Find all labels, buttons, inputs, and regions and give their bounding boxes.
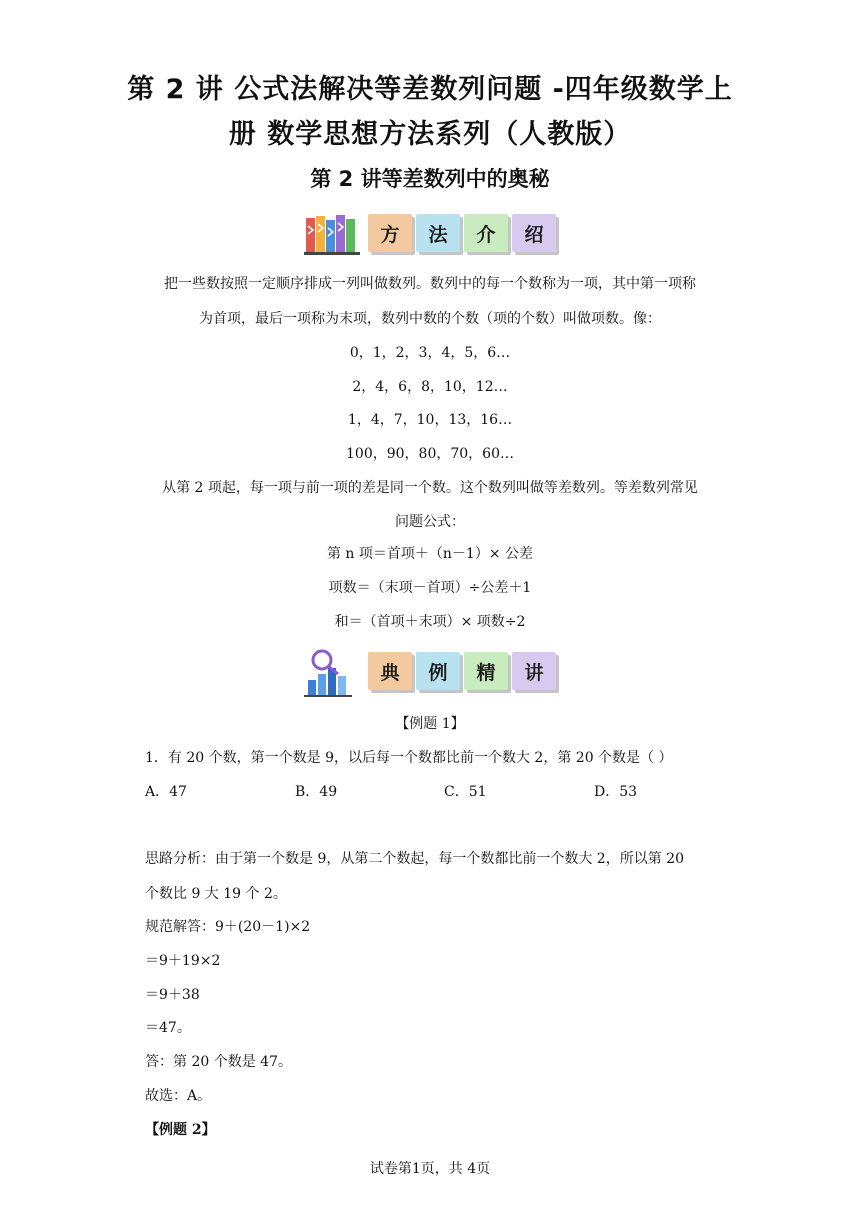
definition-line2: 问题公式：	[395, 514, 465, 530]
banner-tile-1: 方	[368, 214, 412, 252]
formula-sum: 和＝（首项＋末项）× 项数÷2	[334, 614, 526, 630]
lesson-subtitle: 第 2 讲等差数列中的奥秘	[310, 167, 550, 191]
banner-tile-3: 介	[464, 214, 508, 252]
intro-paragraph-line2: 为首项，最后一项称为末项，数列中数的个数（项的个数）叫做项数。像：	[199, 311, 661, 327]
option-c: C．51	[444, 784, 487, 800]
banner-tile-4: 讲	[512, 652, 556, 690]
sequence-example-4: 100，90，80，70，60…	[346, 446, 514, 462]
examples-banner	[304, 650, 552, 694]
books-icon	[304, 212, 362, 256]
intro-paragraph-line1: 把一些数按照一定顺序排成一列叫做数列。数列中的每一个数称为一项，其中第一项称	[164, 276, 696, 292]
sequence-example-1: 0，1，2，3，4，5，6…	[349, 345, 511, 361]
banner-tile-1: 典	[368, 652, 412, 690]
option-d: D．53	[594, 784, 638, 800]
solution-step3: ＝47。	[145, 1020, 191, 1036]
method-intro-banner	[304, 212, 552, 256]
banner-tile-3: 精	[464, 652, 508, 690]
formula-term-count: 项数＝（末项－首项）÷公差＋1	[328, 580, 532, 596]
banner-tile-2: 例	[416, 652, 460, 690]
solution-step2: ＝9＋38	[145, 987, 200, 1003]
definition-line1: 从第 2 项起，每一项与前一项的差是同一个数。这个数列叫做等差数列。等差数列常见	[162, 480, 698, 496]
page-footer: 试卷第1页，共 4页	[369, 1161, 491, 1177]
sequence-example-3: 1，4，7，10，13，16…	[347, 412, 513, 428]
analysis-line2: 个数比 9 大 19 个 2。	[145, 886, 287, 902]
option-a: A．47	[145, 784, 187, 800]
example1-question: 1．有 20 个数，第一个数是 9，以后每一个数都比前一个数大 2，第 20 个数是（ ）	[145, 750, 673, 766]
document-title-line2: 册 数学思想方法系列（人教版）	[228, 119, 632, 150]
magnifier-chart-icon	[302, 648, 360, 698]
option-b: B．49	[295, 784, 338, 800]
answer-line: 答：第 20 个数是 47。	[145, 1054, 292, 1070]
analysis-line1: 思路分析：由于第一个数是 9，从第二个数起，每一个数都比前一个数大 2，所以第 20	[145, 851, 684, 867]
document-title-line1: 第 2 讲 公式法解决等差数列问题 -四年级数学上	[127, 74, 733, 105]
sequence-example-2: 2，4，6，8，10，12…	[352, 379, 508, 395]
banner-tile-4: 绍	[512, 214, 556, 252]
formula-nth-term: 第 n 项＝首项＋（n－1）× 公差	[326, 546, 534, 562]
solution-step1: ＝9＋19×2	[145, 953, 221, 969]
example2-header: 【例题 2】	[145, 1122, 216, 1138]
example1-header: 【例题 1】	[395, 716, 465, 732]
banner-tile-2: 法	[416, 214, 460, 252]
solution-line: 规范解答：9＋(20－1)×2	[145, 919, 311, 935]
choice-line: 故选：A。	[145, 1088, 212, 1104]
